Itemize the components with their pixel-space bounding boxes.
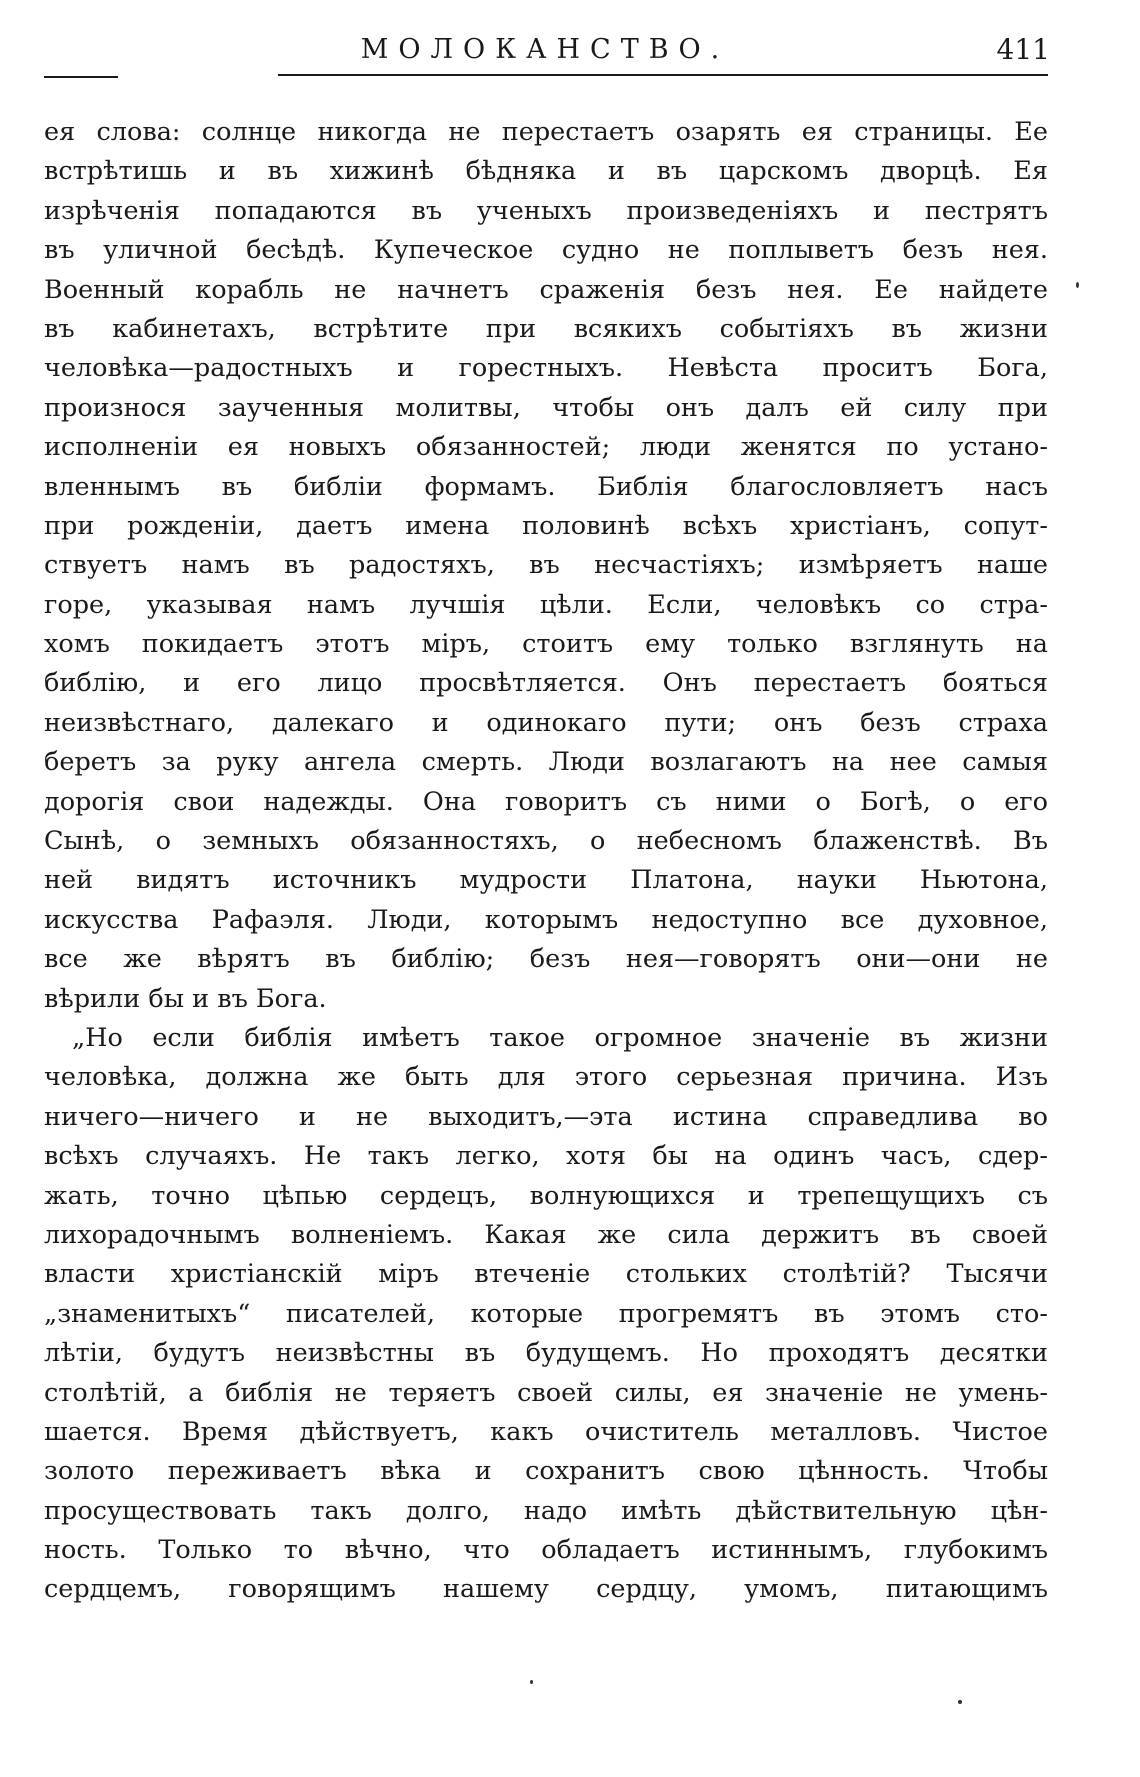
text-line: всѣхъ случаяхъ. Не такъ легко, хотя бы на одинъ часъ, сдер-: [44, 1141, 1048, 1172]
running-head: [40, 30, 1050, 70]
print-speck: [1076, 282, 1079, 288]
text-line: лѣтіи, будутъ неизвѣстны въ будущемъ. Но проходятъ десятки: [44, 1338, 1048, 1369]
text-line: въ уличной бесѣдѣ. Купеческое судно не поплыветъ безъ нея.: [44, 235, 1048, 266]
text-line: въ кабинетахъ, встрѣтите при всякихъ событіяхъ въ жизни: [44, 313, 1048, 344]
body-text: [44, 113, 1048, 1610]
text-line: вѣрили бы и въ Бога.: [44, 983, 327, 1014]
text-line: Военный корабль не начнетъ сраженія безъ нея. Ее найдете: [44, 274, 1048, 305]
text-line: „Но если библія имѣетъ такое огромное значеніе въ жизни: [72, 1022, 1048, 1053]
text-line: лихорадочнымъ волненіемъ. Какая же сила держитъ въ своей: [44, 1219, 1048, 1250]
text-line: человѣка—радостныхъ и горестныхъ. Невѣста проситъ Бога,: [44, 353, 1048, 384]
text-line: произнося заученныя молитвы, чтобы онъ далъ ей силу при: [44, 392, 1048, 423]
running-title: МОЛОКАНСТВО.: [360, 34, 730, 65]
text-line: Сынѣ, о земныхъ обязанностяхъ, о небесномъ блаженствѣ. Въ: [44, 826, 1048, 857]
paragraph: [44, 1019, 1048, 1610]
text-line: вленнымъ въ библіи формамъ. Библія благословляетъ насъ: [44, 471, 1048, 502]
text-line: библію, и его лицо просвѣтляется. Онъ перестаетъ бояться: [44, 668, 1048, 699]
header-rule-left: [44, 76, 118, 78]
text-line: при рожденіи, даетъ имена половинѣ всѣхъ христіанъ, сопут-: [44, 510, 1048, 541]
page-number: 411: [996, 33, 1050, 66]
text-line: дорогія свои надежды. Она говоритъ съ ними о Богѣ, о его: [44, 786, 1048, 817]
text-line: ея слова: солнце никогда не перестаетъ озарять ея страницы. Ее: [44, 117, 1048, 147]
text-line: изрѣченія попадаются въ ученыхъ произведеніяхъ и пестрятъ: [44, 195, 1048, 226]
text-line: исполненіи ея новыхъ обязанностей; люди женятся по устано-: [44, 432, 1048, 463]
text-line: „знаменитыхъ“ писателей, которые прогремятъ въ этомъ сто-: [44, 1298, 1048, 1329]
text-line: искусства Рафаэля. Люди, которымъ недоступно все духовное,: [44, 904, 1048, 935]
text-line: ней видятъ источникъ мудрости Платона, науки Ньютона,: [44, 865, 1048, 896]
text-line: столѣтій, а библія не теряетъ своей силы, ея значеніе не умень-: [44, 1377, 1048, 1408]
text-line: хомъ покидаетъ этотъ міръ, стоитъ ему только взглянуть на: [44, 629, 1048, 660]
text-line: встрѣтишь и въ хижинѣ бѣдняка и въ царскомъ дворцѣ. Ея: [44, 156, 1048, 187]
text-line: золото переживаетъ вѣка и сохранитъ свою цѣнность. Чтобы: [44, 1456, 1048, 1487]
text-line: просуществовать такъ долго, надо имѣть дѣйствительную цѣн-: [44, 1495, 1048, 1526]
text-line: человѣка, должна же быть для этого серьезная причина. Изъ: [44, 1062, 1048, 1093]
header-rule: [278, 74, 1048, 76]
print-speck: [958, 1700, 962, 1704]
text-line: жать, точно цѣпью сердецъ, волнующихся и трепещущихъ съ: [44, 1180, 1048, 1211]
text-line: горе, указывая намъ лучшія цѣли. Если, человѣкъ со стра-: [44, 589, 1048, 620]
text-line: беретъ за руку ангела смерть. Люди возлагаютъ на нее самыя: [44, 747, 1048, 778]
text-line: неизвѣстнаго, далекаго и одинокаго пути; онъ безъ страха: [44, 707, 1048, 738]
paragraph: [44, 113, 1048, 1019]
text-line: ность. Только то вѣчно, что обладаетъ истиннымъ, глубокимъ: [44, 1535, 1048, 1566]
print-speck: [530, 1680, 533, 1684]
text-line: власти христіанскій міръ втеченіе стольких столѣтій? Тысячи: [44, 1259, 1048, 1290]
text-line: все же вѣрятъ въ библію; безъ нея—говорятъ они—они не: [44, 944, 1048, 975]
text-line: ствуетъ намъ въ радостяхъ, въ несчастіяхъ; измѣряетъ наше: [44, 550, 1048, 581]
text-line: ничего—ничего и не выходитъ,—эта истина справедлива во: [44, 1101, 1048, 1132]
text-line: сердцемъ, говорящимъ нашему сердцу, умомъ, питающимъ: [44, 1574, 1048, 1605]
text-line: шается. Время дѣйствуетъ, какъ очиститель металловъ. Чистое: [44, 1416, 1048, 1447]
